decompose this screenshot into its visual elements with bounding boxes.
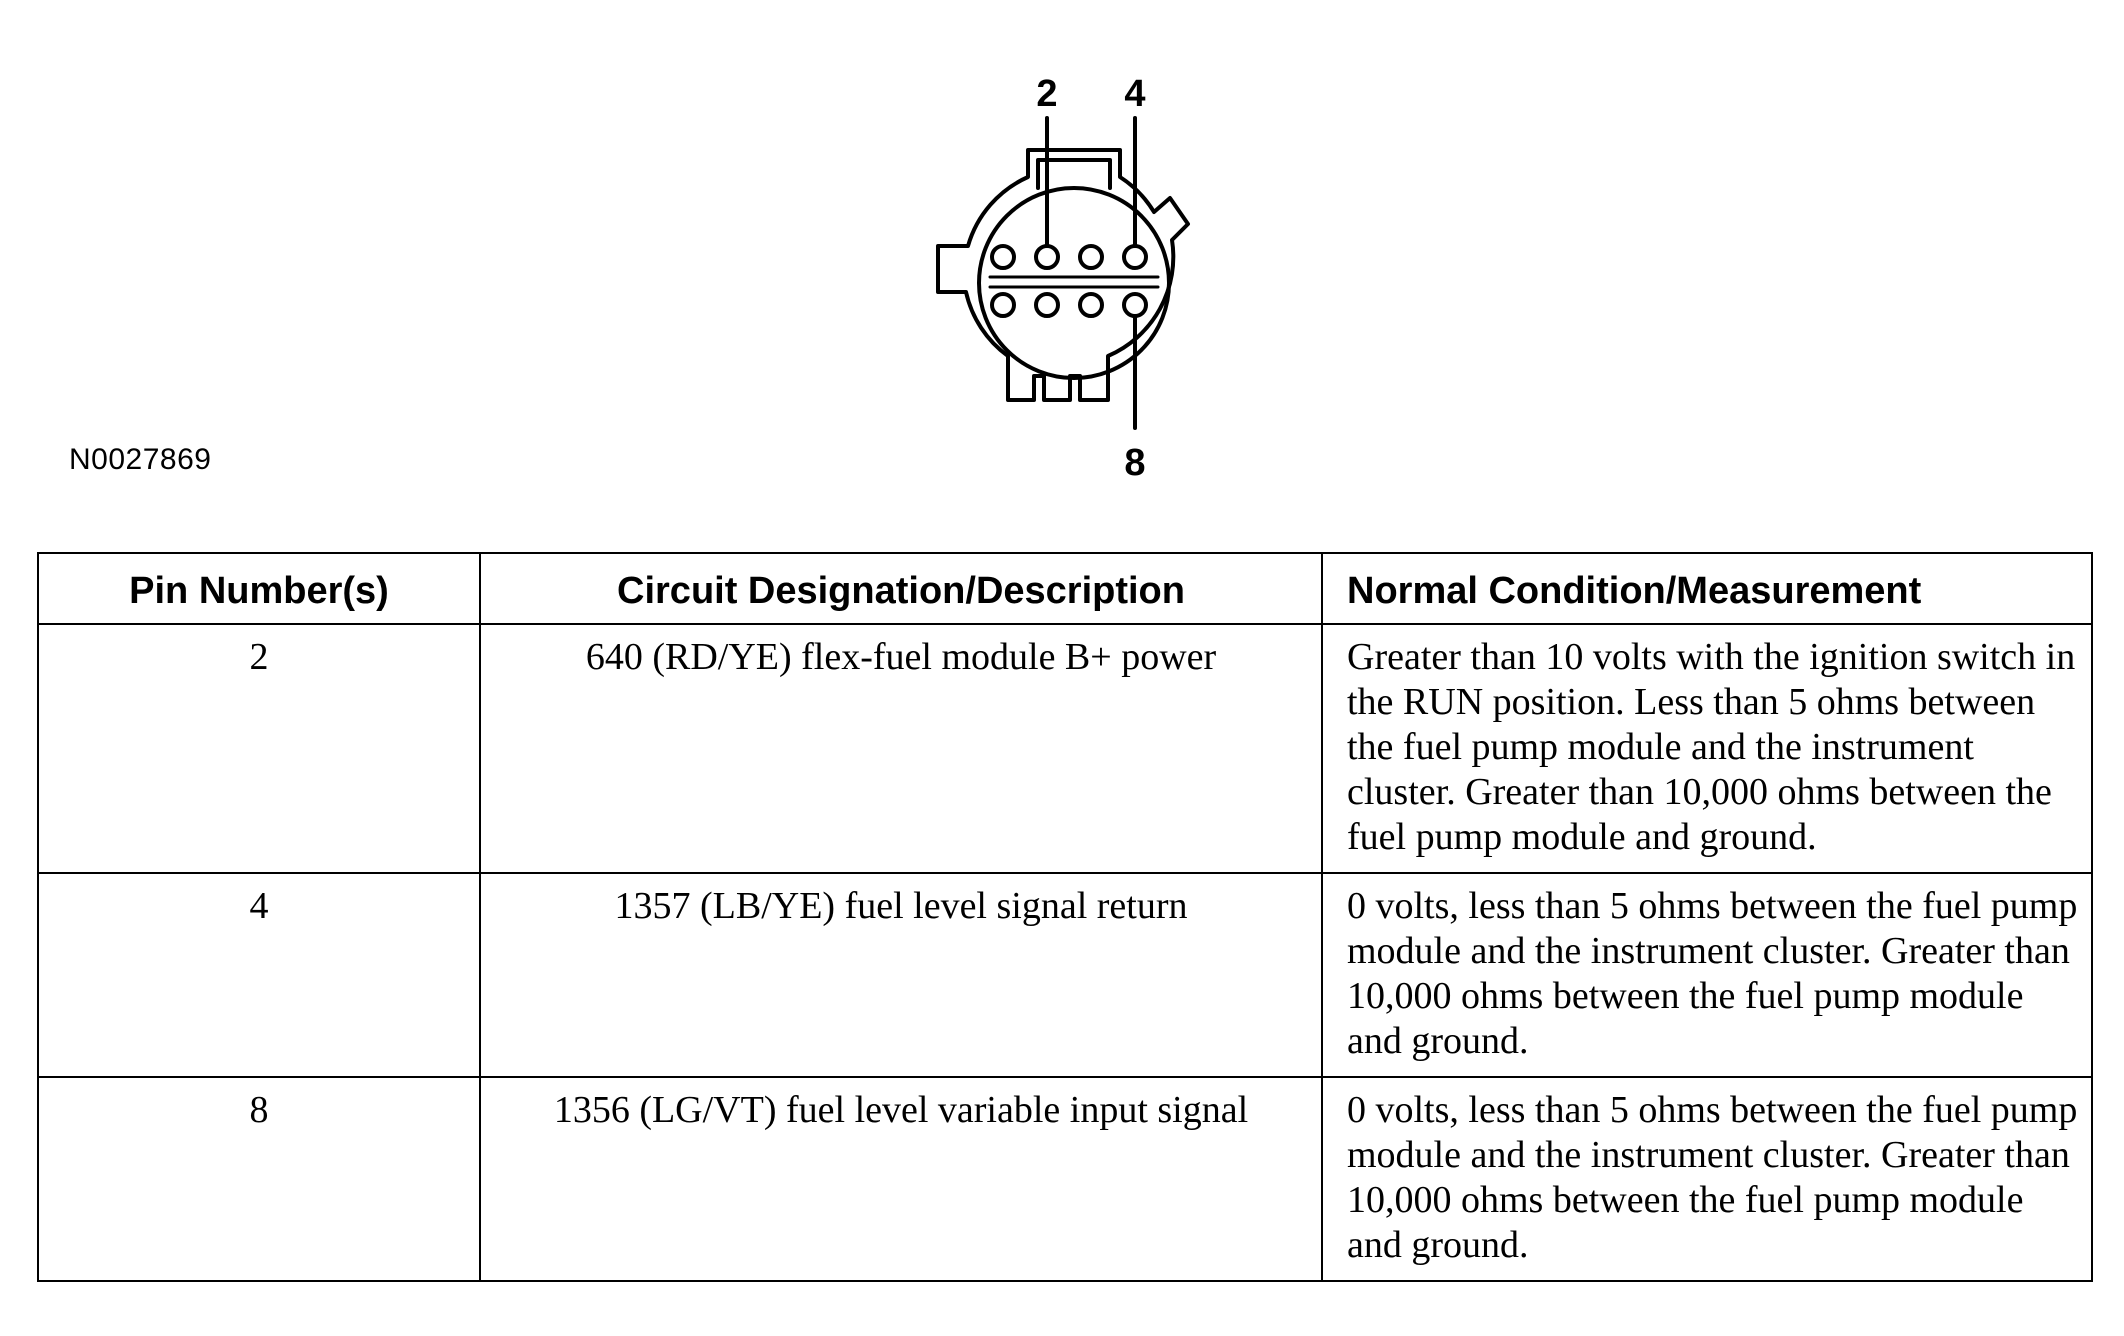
cell-normal-condition: Greater than 10 volts with the ignition switch in the RUN position. Less than 5 ohms between the fuel pump module and the instrument cluster. Greater than 10,000 ohms between the fuel pump module and ground. xyxy=(1322,624,2092,873)
connector-divider xyxy=(990,277,1158,287)
callout-8: 8 xyxy=(1124,442,1146,484)
header-circuit: Circuit Designation/Description xyxy=(480,553,1322,624)
pin-6 xyxy=(1036,294,1058,316)
table-row xyxy=(38,1077,2092,1281)
connector-diagram xyxy=(900,60,1230,490)
table-row xyxy=(38,624,2092,873)
cell-pin: 2 xyxy=(38,624,480,873)
table-header-row xyxy=(38,553,2092,624)
pin-1 xyxy=(992,246,1014,268)
pin-2 xyxy=(1036,246,1058,268)
header-pin-numbers: Pin Number(s) xyxy=(38,553,480,624)
cell-circuit: 640 (RD/YE) flex-fuel module B+ power xyxy=(480,624,1322,873)
cell-normal-condition: 0 volts, less than 5 ohms between the fuel pump module and the instrument cluster. Greater than 10,000 ohms between the fuel pump module and ground. xyxy=(1322,873,2092,1077)
pin-8 xyxy=(1124,294,1146,316)
callout-4: 4 xyxy=(1124,73,1146,115)
cell-pin: 4 xyxy=(38,873,480,1077)
cell-circuit: 1356 (LG/VT) fuel level variable input signal xyxy=(480,1077,1322,1281)
pin-table xyxy=(37,552,2093,1282)
callout-2: 2 xyxy=(1036,73,1058,115)
pin-3 xyxy=(1080,246,1102,268)
header-normal-condition: Normal Condition/Measurement xyxy=(1322,553,2092,624)
figure-id: N0027869 xyxy=(69,443,212,476)
cell-circuit: 1357 (LB/YE) fuel level signal return xyxy=(480,873,1322,1077)
pin-5 xyxy=(992,294,1014,316)
pin-4 xyxy=(1124,246,1146,268)
table-row xyxy=(38,873,2092,1077)
cell-pin: 8 xyxy=(38,1077,480,1281)
connector-face xyxy=(979,188,1169,378)
cell-normal-condition: 0 volts, less than 5 ohms between the fuel pump module and the instrument cluster. Greater than 10,000 ohms between the fuel pump module and ground. xyxy=(1322,1077,2092,1281)
pin-7 xyxy=(1080,294,1102,316)
